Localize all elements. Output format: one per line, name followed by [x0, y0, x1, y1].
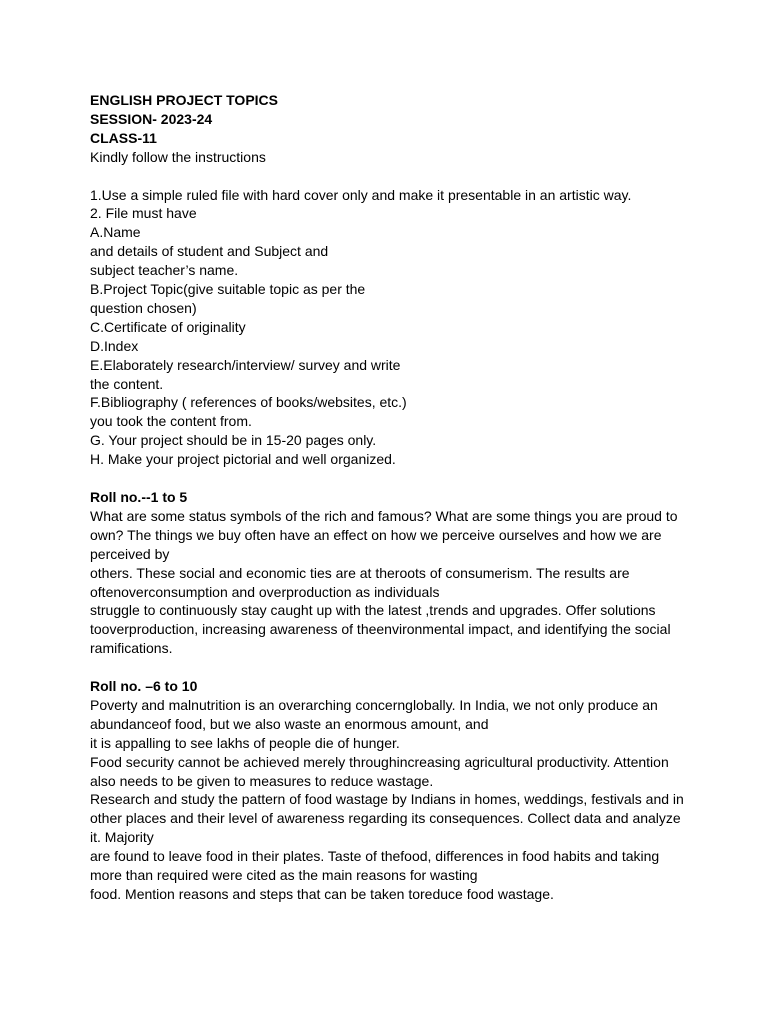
- instruction-line: C.Certificate of originality: [90, 318, 246, 335]
- paragraph-line: ramifications.: [90, 640, 173, 657]
- spacer: [90, 469, 690, 488]
- instruction-line: 1.Use a simple ruled file with hard cover only and make it presentable in an artistic way.: [90, 186, 632, 203]
- document-page: [90, 91, 690, 904]
- paragraph-line: tooverproduction, increasing awareness of theenvironmental impact, and identifying the social: [90, 621, 671, 638]
- instruction-line: D.Index: [90, 337, 139, 354]
- paragraph-line: Poverty and malnutrition is an overarching concernglobally. In India, we not only produce an: [90, 696, 658, 713]
- instruction-line: the content.: [90, 375, 164, 392]
- paragraph-line: What are some status symbols of the rich and famous? What are some things you are proud to: [90, 507, 678, 524]
- paragraph-line: it is appalling to see lakhs of people die of hunger.: [90, 734, 400, 751]
- paragraph-line: Food security cannot be achieved merely throughincreasing agricultural productivity. Attention: [90, 753, 669, 770]
- instruction-line: 2. File must have: [90, 205, 197, 222]
- paragraph-line: food. Mention reasons and steps that can be taken toreduce food wastage.: [90, 886, 554, 903]
- instruction-line: question chosen): [90, 299, 197, 316]
- paragraph-line: perceived by: [90, 545, 170, 562]
- instruction-line: A.Name: [90, 224, 141, 241]
- instruction-line: F.Bibliography ( references of books/websites, etc.): [90, 394, 407, 411]
- class-label: CLASS-11: [90, 129, 157, 146]
- document-title: ENGLISH PROJECT TOPICS: [90, 92, 278, 108]
- paragraph-line: more than required were cited as the main reasons for wasting: [90, 867, 478, 884]
- paragraph-line: others. These social and economic ties are at theroots of consumerism. The results are: [90, 564, 630, 581]
- intro-text: Kindly follow the instructions: [90, 148, 266, 165]
- paragraph-line: it. Majority: [90, 829, 154, 846]
- instruction-line: E.Elaborately research/interview/ survey and write: [90, 356, 401, 373]
- instruction-line: subject teacher’s name.: [90, 262, 239, 279]
- paragraph-line: struggle to continuously stay caught up with the latest ,trends and upgrades. Offer solutions: [90, 602, 656, 619]
- instructions-list: [90, 186, 690, 470]
- instruction-line: and details of student and Subject and: [90, 243, 329, 260]
- session-label: SESSION- 2023-24: [90, 110, 213, 127]
- paragraph-line: oftenoverconsumption and overproduction as individuals: [90, 583, 440, 600]
- paragraph-line: Research and study the pattern of food wastage by Indians in homes, weddings, festivals and in: [90, 791, 684, 808]
- paragraph-line: other places and their level of awareness regarding its consequences. Collect data and analyze: [90, 810, 681, 827]
- section-roll-1-5: [90, 488, 690, 658]
- instruction-line: you took the content from.: [90, 413, 252, 430]
- spacer: [90, 167, 690, 186]
- spacer: [90, 658, 690, 677]
- paragraph-line: also needs to be given to measures to reduce wastage.: [90, 772, 434, 789]
- section-roll-6-10: [90, 677, 690, 904]
- instruction-line: H. Make your project pictorial and well organized.: [90, 451, 396, 468]
- paragraph-line: abundanceof food, but we also waste an enormous amount, and: [90, 715, 489, 732]
- section-heading: Roll no. –6 to 10: [90, 678, 198, 695]
- paragraph-line: own? The things we buy often have an effect on how we perceive ourselves and how we are: [90, 526, 662, 543]
- instruction-line: G. Your project should be in 15-20 pages only.: [90, 432, 377, 449]
- section-heading: Roll no.--1 to 5: [90, 489, 188, 505]
- instruction-line: B.Project Topic(give suitable topic as per the: [90, 281, 366, 298]
- paragraph-line: are found to leave food in their plates. Taste of thefood, differences in food habits and taking: [90, 848, 660, 865]
